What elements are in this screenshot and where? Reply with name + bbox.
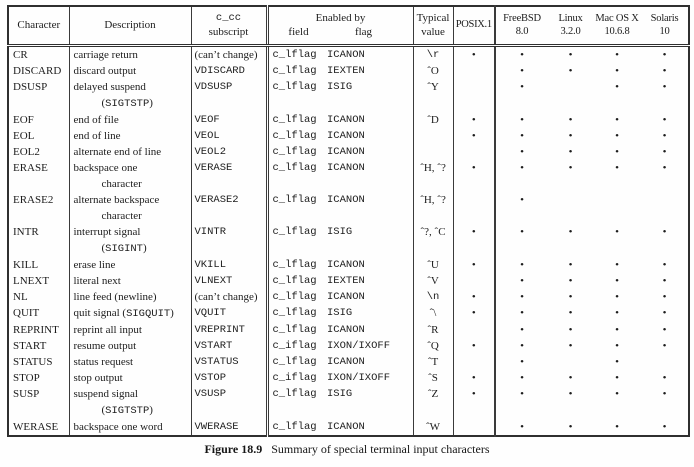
linux-dot-cell: • [568,259,573,271]
solaris-dot-cell: • [662,146,667,158]
c-cc-subscript-cell: VDISCARD [191,63,267,79]
character-cell: INTR [13,226,39,238]
description-cell: alternate end of line [69,144,191,160]
character-cell: ERASE [13,162,48,174]
c-cc-subscript-cell: (can’t change) [191,46,267,64]
flag-cell: ICANON [327,114,365,126]
flag-cell: IXON/IXOFF [327,372,391,384]
c-cc-subscript-cell: VLNEXT [191,273,267,289]
character-cell: QUIT [13,307,40,319]
field-cell: c_lflag [267,79,327,112]
linux-dot-cell [548,354,593,370]
freebsd-dot-cell: • [495,128,548,144]
freebsd-dot-cell: • [495,386,548,419]
c-cc-label: c_cc [215,12,242,24]
flag-cell: ISIG [327,388,353,400]
freebsd-dot-cell: • [495,46,548,64]
linux-name: Linux [558,13,583,24]
posix-dot-cell [453,144,495,160]
solaris-dot-cell: • [662,114,667,126]
description-cell: carriage return [69,46,191,64]
enabled-by-label: Enabled by [315,12,366,24]
solaris-dot-cell [641,354,689,370]
typical-value-cell: ˆ\ [413,305,453,322]
freebsd-dot-cell: • [495,63,548,79]
posix-dot-cell [453,322,495,338]
linux-dot-cell: • [568,226,573,238]
value-label: value [421,26,445,38]
freebsd-dot-cell: • [495,338,548,354]
field-cell: c_lflag [267,273,327,289]
linux-dot-cell: • [568,324,573,336]
freebsd-dot-cell: • [495,354,548,370]
solaris-dot-cell: • [662,340,667,352]
linux-dot-cell: • [568,340,573,352]
col-header-posix: POSIX.1 [453,6,495,46]
character-cell: EOF [13,114,34,126]
character-cell: WERASE [13,421,59,433]
linux-dot-cell [548,192,593,224]
header-row [8,6,689,46]
table-row-werase [8,419,689,436]
subscript-label: subscript [208,26,249,38]
linux-dot-cell: • [568,130,573,142]
c-cc-subscript-cell: VREPRINT [191,322,267,338]
macosx-dot-cell: • [615,324,619,336]
field-cell: c_lflag [267,192,327,224]
description-cell: backspace one word [69,419,191,436]
posix-dot-cell: • [453,128,495,144]
posix-dot-cell: • [453,338,495,354]
typical-value-cell: ˆQ [413,338,453,354]
flag-cell: ISIG [327,226,353,238]
description-cell: interrupt signal (SIGINT) [69,224,191,257]
macosx-dot-cell: • [615,81,619,93]
c-cc-subscript-cell: VSTATUS [191,354,267,370]
field-cell: c_lflag [267,144,327,160]
solaris-dot-cell: • [662,259,667,271]
flag-cell: ICANON [327,324,365,336]
c-cc-subscript-cell: VKILL [191,257,267,273]
col-header-typical-value [413,6,453,46]
table-row-status [8,354,689,370]
description-cell: stop output [69,370,191,386]
field-cell: c_lflag [267,257,327,273]
terminal-input-characters-table [7,5,690,437]
character-cell: STOP [13,372,40,384]
col-header-character: Character [8,6,69,46]
c-cc-subscript-cell: VWERASE [191,419,267,436]
description-cell: end of file [69,112,191,128]
character-cell: KILL [13,259,39,271]
col-header-freebsd [495,6,548,46]
typical-value-cell: ˆW [413,419,453,436]
freebsd-dot-cell: • [495,273,548,289]
solaris-dot-cell: • [662,324,667,336]
posix-dot-cell: • [453,386,495,419]
macosx-dot-cell: • [615,65,619,77]
table-row-erase [8,160,689,192]
description-cell: erase line [69,257,191,273]
solaris-dot-cell [641,192,689,224]
freebsd-name: FreeBSD [503,13,541,24]
typical-value-cell: ˆR [413,322,453,338]
posix-dot-cell: • [453,160,495,192]
posix-dot-cell: • [453,257,495,273]
solaris-version: 10 [659,26,670,37]
typical-value-cell: ˆO [413,63,453,79]
macosx-dot-cell: • [615,146,619,158]
col-header-linux [548,6,593,46]
flag-cell: ICANON [327,194,365,206]
figure-caption [0,442,694,457]
posix-dot-cell [453,79,495,112]
c-cc-subscript-cell: VINTR [191,224,267,257]
character-cell: CR [13,49,28,61]
posix-dot-cell: • [453,46,495,64]
table-row-susp [8,386,689,419]
field-sublabel: field [288,26,309,38]
flag-cell: ISIG [327,307,353,319]
field-cell: c_lflag [267,305,327,322]
freebsd-dot-cell: • [495,144,548,160]
freebsd-dot-cell: • [495,257,548,273]
field-cell: c_lflag [267,419,327,436]
posix-dot-cell [453,192,495,224]
freebsd-dot-cell: • [495,192,548,224]
linux-dot-cell: • [568,49,573,61]
solaris-dot-cell: • [662,388,667,400]
solaris-dot-cell: • [662,49,667,61]
description-cell: quit signal (SIGQUIT) [69,305,191,322]
character-cell: STATUS [13,356,53,368]
flag-cell: ISIG [327,81,353,93]
table-row-quit [8,305,689,322]
flag-cell: ICANON [327,146,365,158]
flag-sublabel: flag [354,26,373,38]
c-cc-subscript-cell: VDSUSP [191,79,267,112]
col-header-solaris [641,6,689,46]
solaris-dot-cell: • [662,226,667,238]
c-cc-subscript-cell: VERASE [191,160,267,192]
flag-cell: IEXTEN [327,65,365,77]
freebsd-dot-cell: • [495,419,548,436]
macosx-dot-cell [593,192,641,224]
table-row-reprint [8,322,689,338]
table-row-discard [8,63,689,79]
macosx-dot-cell: • [615,356,619,368]
macosx-version: 10.6.8 [604,26,630,37]
posix-dot-cell [453,419,495,436]
typical-value-cell: ˆT [413,354,453,370]
description-cell: alternate backspace character [69,192,191,224]
figure-caption-text: Summary of special terminal input characters [271,442,490,456]
figure-number-label: Figure 18.9 [204,442,263,456]
solaris-dot-cell: • [662,130,667,142]
freebsd-dot-cell: • [495,289,548,305]
description-cell: line feed (newline) [69,289,191,305]
linux-dot-cell: • [568,114,573,126]
table-row-lnext [8,273,689,289]
field-cell: c_lflag [267,386,327,419]
typical-value-cell: \n [413,289,453,305]
linux-dot-cell: • [568,307,573,319]
linux-dot-cell: • [568,291,573,303]
flag-cell: ICANON [327,356,365,368]
col-header-c-cc-subscript [191,6,267,46]
posix-dot-cell [453,354,495,370]
c-cc-subscript-cell: VEOF [191,112,267,128]
flag-cell: ICANON [327,49,365,61]
table-row-dsusp [8,79,689,112]
solaris-dot-cell: • [662,307,667,319]
table-row-eol [8,128,689,144]
character-cell: LNEXT [13,275,50,287]
typical-value-cell: ˆ?, ˆC [413,224,453,257]
macosx-dot-cell: • [615,340,619,352]
typical-value-cell [413,128,453,144]
freebsd-version: 8.0 [515,26,529,37]
solaris-dot-cell: • [662,65,667,77]
macosx-dot-cell: • [615,388,619,400]
field-cell: c_lflag [267,354,327,370]
typical-value-cell: \r [413,46,453,64]
linux-dot-cell: • [568,65,573,77]
field-cell: c_lflag [267,322,327,338]
linux-dot-cell: • [568,275,573,287]
posix-dot-cell: • [453,370,495,386]
typical-value-cell: ˆS [413,370,453,386]
table-row-cr [8,46,689,64]
description-cell: literal next [69,273,191,289]
flag-cell: ICANON [327,259,365,271]
col-header-description: Description [69,6,191,46]
c-cc-subscript-cell: VERASE2 [191,192,267,224]
description-cell: backspace one character [69,160,191,192]
macosx-dot-cell: • [615,275,619,287]
linux-dot-cell: • [568,162,573,174]
field-cell: c_lflag [267,63,327,79]
freebsd-dot-cell: • [495,224,548,257]
macosx-dot-cell: • [615,114,619,126]
solaris-dot-cell: • [662,421,667,433]
macosx-dot-cell: • [615,226,619,238]
description-cell: discard output [69,63,191,79]
macosx-dot-cell: • [615,291,619,303]
field-cell: c_lflag [267,289,327,305]
posix-dot-cell: • [453,289,495,305]
macosx-dot-cell: • [615,372,619,384]
macosx-name: Mac OS X [595,13,639,24]
table-row-intr [8,224,689,257]
solaris-dot-cell: • [662,291,667,303]
c-cc-subscript-cell: VSTART [191,338,267,354]
linux-version: 3.2.0 [560,26,581,37]
description-cell: status request [69,354,191,370]
character-cell: EOL [13,130,35,142]
macosx-dot-cell: • [615,421,619,433]
table-row-stop [8,370,689,386]
table-row-nl [8,289,689,305]
posix-dot-cell: • [453,305,495,322]
solaris-dot-cell: • [662,162,667,174]
character-cell: EOL2 [13,146,40,158]
typical-value-cell: ˆY [413,79,453,112]
posix-dot-cell: • [453,112,495,128]
field-cell: c_lflag [267,224,327,257]
c-cc-subscript-cell: VEOL2 [191,144,267,160]
c-cc-subscript-cell: (can’t change) [191,289,267,305]
table-row-start [8,338,689,354]
field-cell: c_lflag [267,46,327,64]
posix-dot-cell [453,273,495,289]
character-cell: DSUSP [13,81,48,93]
freebsd-dot-cell: • [495,160,548,192]
field-cell: c_lflag [267,160,327,192]
typical-value-cell: ˆU [413,257,453,273]
posix-dot-cell: • [453,224,495,257]
macosx-dot-cell: • [615,259,619,271]
typical-value-cell: ˆD [413,112,453,128]
linux-dot-cell: • [568,146,573,158]
character-cell: SUSP [13,388,40,400]
linux-dot-cell: • [568,421,573,433]
field-cell: c_iflag [267,338,327,354]
solaris-name: Solaris [650,13,679,24]
field-cell: c_lflag [267,128,327,144]
posix-dot-cell [453,63,495,79]
description-cell: reprint all input [69,322,191,338]
linux-dot-cell: • [568,388,573,400]
flag-cell: IXON/IXOFF [327,340,391,352]
c-cc-subscript-cell: VEOL [191,128,267,144]
character-cell: NL [13,291,28,303]
col-header-macosx [593,6,641,46]
col-header-enabled-by [267,6,413,46]
solaris-dot-cell: • [662,372,667,384]
typical-value-cell: ˆH, ˆ? [413,160,453,192]
table-row-kill [8,257,689,273]
c-cc-subscript-cell: VSUSP [191,386,267,419]
typical-value-cell: ˆH, ˆ? [413,192,453,224]
table-row-eol2 [8,144,689,160]
description-cell: suspend signal (SIGTSTP) [69,386,191,419]
description-cell: resume output [69,338,191,354]
field-cell: c_iflag [267,370,327,386]
flag-cell: IEXTEN [327,275,365,287]
macosx-dot-cell: • [615,162,619,174]
description-cell: delayed suspend (SIGTSTP) [69,79,191,112]
linux-dot-cell: • [568,372,573,384]
freebsd-dot-cell: • [495,305,548,322]
flag-cell: ICANON [327,291,365,303]
macosx-dot-cell: • [615,49,619,61]
character-cell: ERASE2 [13,194,54,206]
field-cell: c_lflag [267,112,327,128]
typical-label: Typical [416,12,450,24]
character-cell: DISCARD [13,65,62,77]
flag-cell: ICANON [327,162,365,174]
solaris-dot-cell: • [662,275,667,287]
macosx-dot-cell: • [615,130,619,142]
typical-value-cell: ˆZ [413,386,453,419]
table-row-erase2 [8,192,689,224]
macosx-dot-cell: • [615,307,619,319]
typical-value-cell: ˆV [413,273,453,289]
description-cell: end of line [69,128,191,144]
flag-cell: ICANON [327,421,365,433]
character-cell: START [13,340,47,352]
typical-value-cell [413,144,453,160]
freebsd-dot-cell: • [495,370,548,386]
freebsd-dot-cell: • [495,79,548,112]
flag-cell: ICANON [327,130,365,142]
solaris-dot-cell: • [662,81,667,93]
c-cc-subscript-cell: VSTOP [191,370,267,386]
table-row-eof [8,112,689,128]
freebsd-dot-cell: • [495,112,548,128]
character-cell: REPRINT [13,324,59,336]
linux-dot-cell [548,79,593,112]
freebsd-dot-cell: • [495,322,548,338]
c-cc-subscript-cell: VQUIT [191,305,267,322]
